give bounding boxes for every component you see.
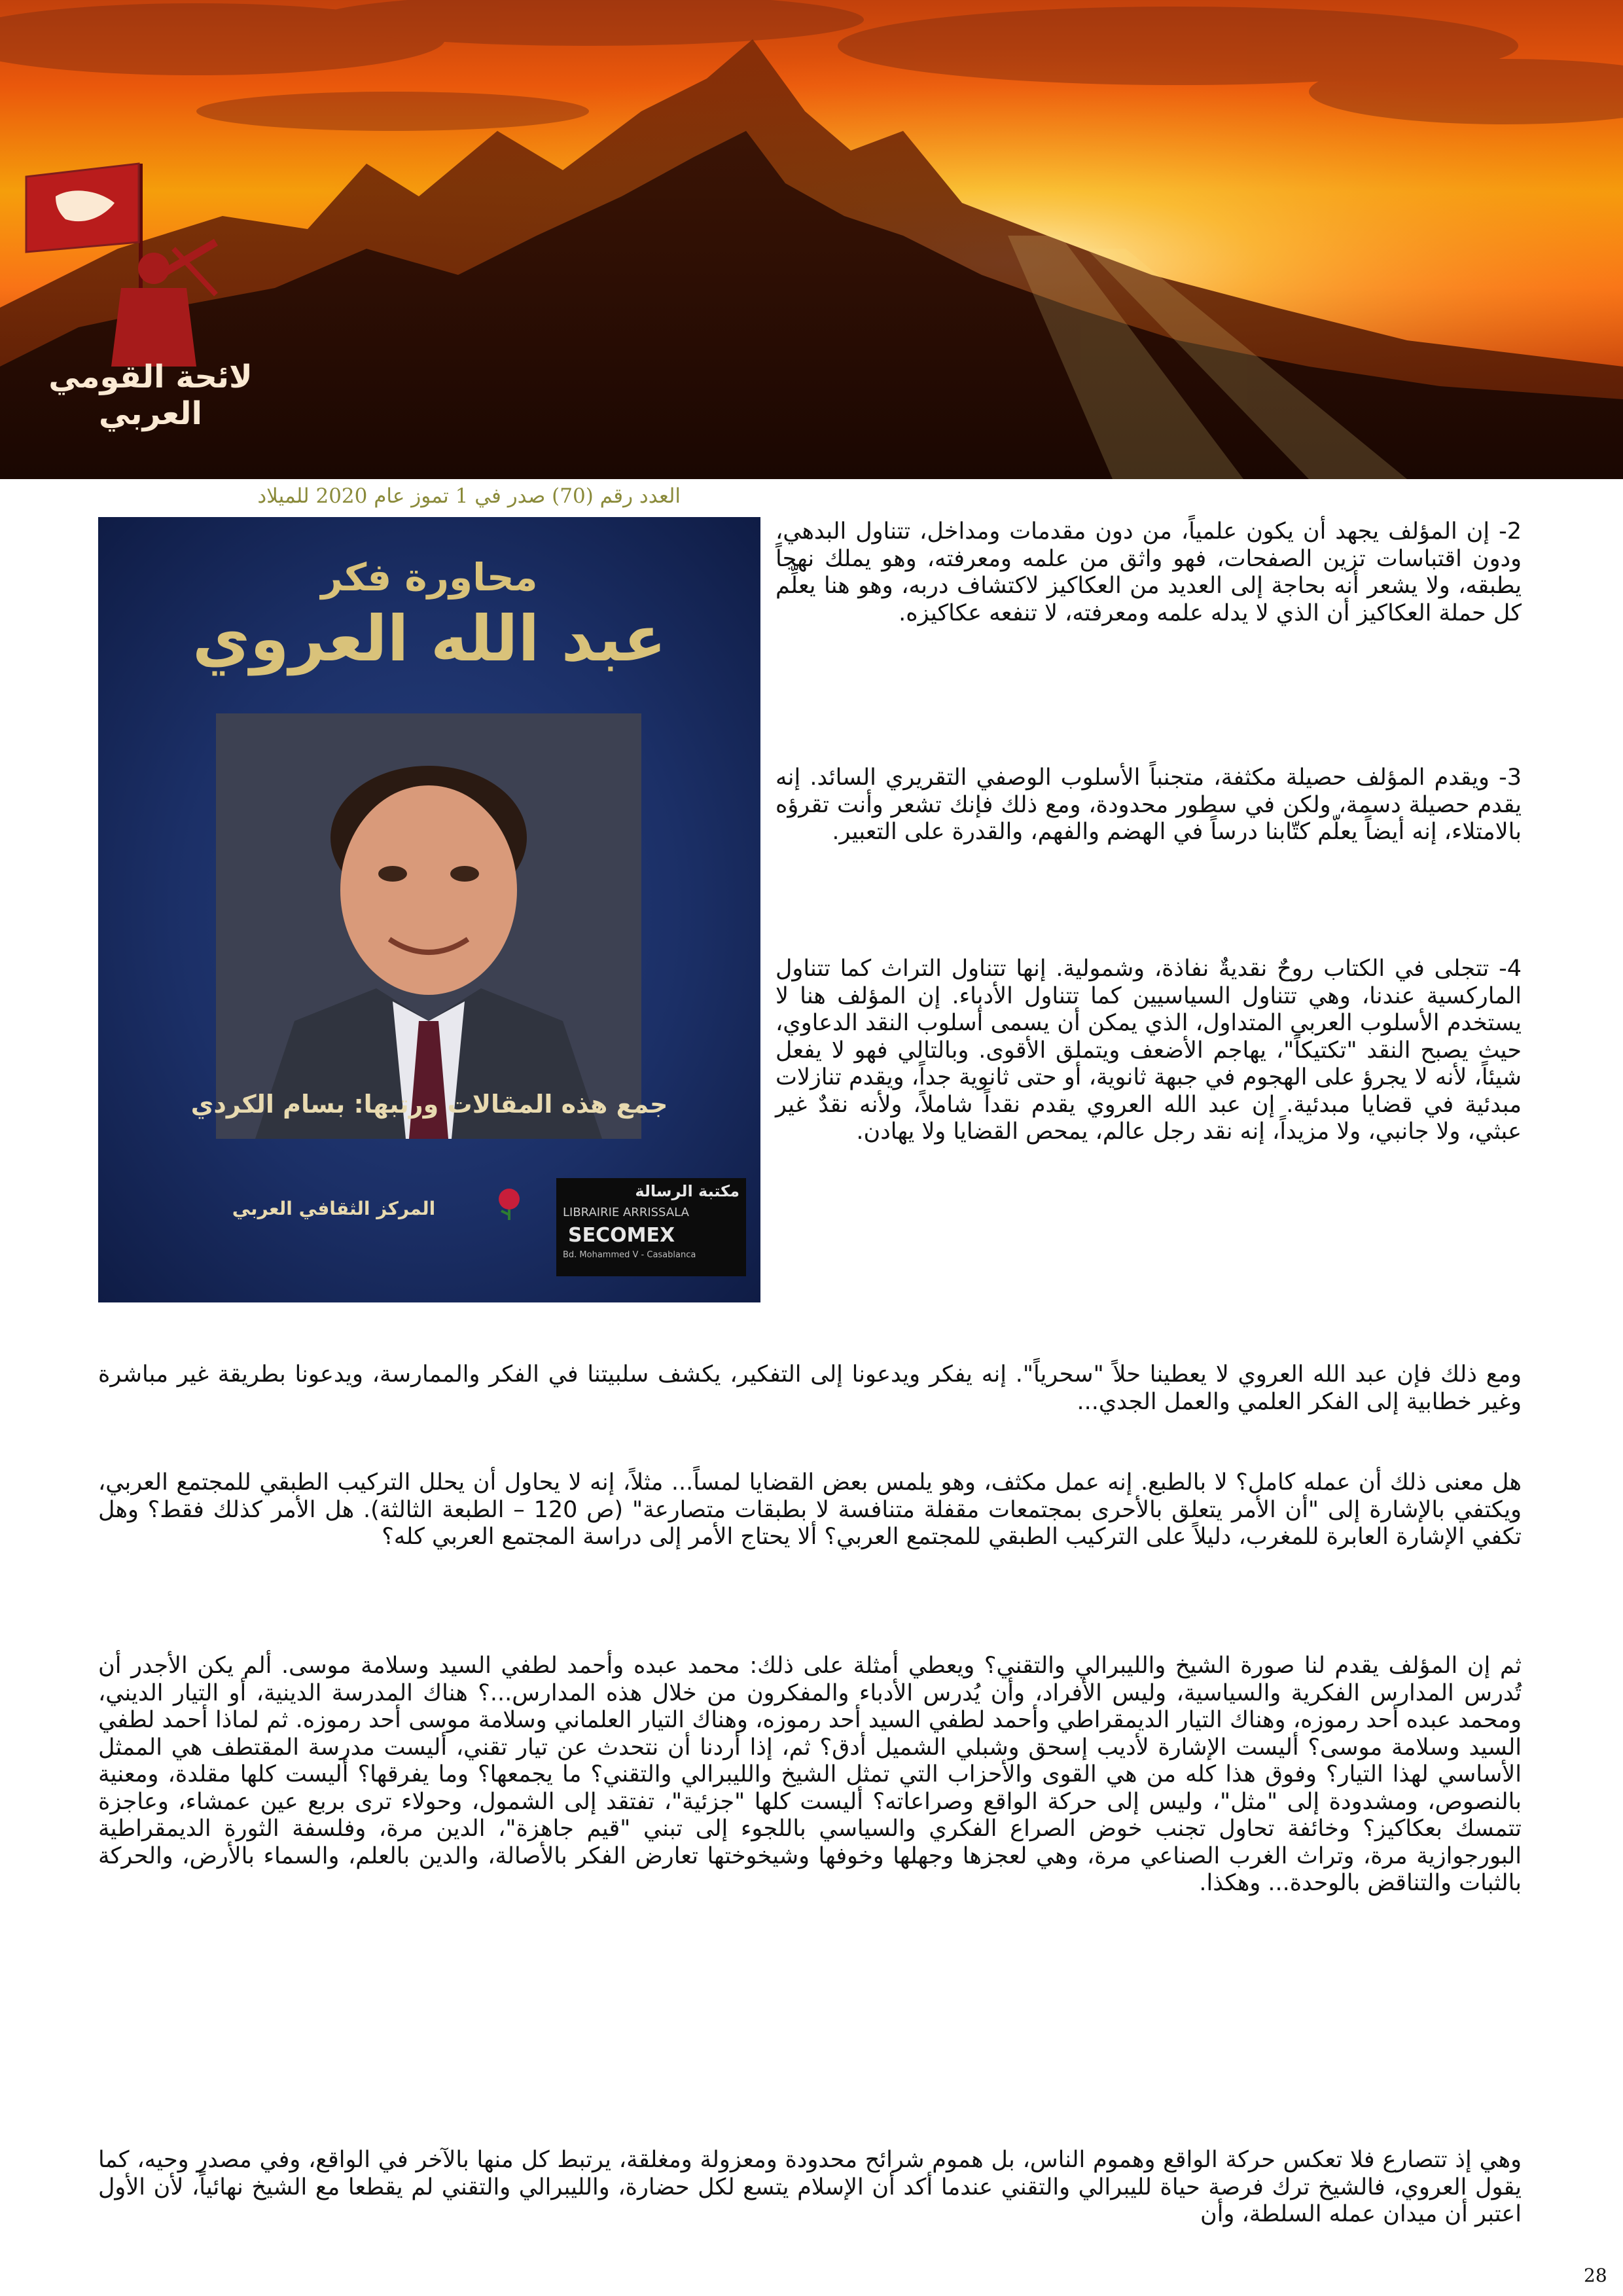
cover-publisher: المركز الثقافي العربي — [232, 1198, 436, 1219]
sticker-line-4: Bd. Mohammed V - Casablanca — [563, 1250, 696, 1260]
paragraph-point-4: 4- تتجلى في الكتاب روحٌ نقديةٌ نفاذة، وشمولية. إنها تتناول التراث كما تتناول الماركسية عندنا، وهي تتناول السياسيين كما تتناول الأدباء. إن المؤلف هنا لا يستخدم الأسلوب العربي المتداول، الذي يمكن أن يسمى أسلوب النقد الدعاوي، حيث يصبح النقد "تكتيكاً"، يهاجم الأضعف ويتملق الأقوى. وبالتالي فهو لا يفعل شيئاً، لأنه لا يجرؤ على الهجوم في جبهة ثانوية، أو حتى ثانوية جداً، ويقدم تنازلات مبدئية في قضايا مبدئية. إن عبد الله العروي يقدم نقداً شاملاً، ولأنه نقدٌ غير عبثي، ولا جانبي، ولا مزيداً، إنه نقد رجل عالم، يمحص القضايا ولا يهادن. — [776, 956, 1522, 1145]
sticker-line-3: SECOMEX — [568, 1224, 675, 1247]
paragraph-point-2: 2- إن المؤلف يجهد أن يكون علمياً، من دون مقدمات ومداخل، تتناول البدهي، ودون اقتباسات تزين الصفحات، فهو واثق من علمه ومعرفته، وهو يملك نهجاً يطبقه، ولا يشعر أنه بحاجة إلى العديد من العكاكيز لاكتشاف دربه، وهو هنا يعلِّم كل حملة العكاكيز أن الذي لا يدله علمه ومعرفته، لا تنفعه عكاكيزه. — [776, 518, 1522, 626]
issue-line: العدد رقم (70) صدر في 1 تموز عام 2020 للميلاد — [257, 484, 681, 508]
paragraph-sheikh-liberal-technician: ثم إن المؤلف يقدم لنا صورة الشيخ والليبرالي والتقني؟ ويعطي أمثلة على ذلك: محمد عبده وأحمد لطفي السيد وسلامة موسى. ألم يكن الأجدر أن تُدرس المدارس الفكرية والسياسية، وليس الأفراد، وأن يُدرس الأدباء والمفكرون من خلال هذه المدارس...؟ هناك المدرسة الدينية، أو التيار الديني، ومحمد عبده أحد رموزه، وهناك التيار الديمقراطي وأحمد لطفي السيد أحد رموزه، وهناك التيار العلماني وسلامة موسى أحد رموزه. ثم لماذا أحمد لطفي السيد وسلامة موسى؟ أليست الإشارة لأديب إسحق وشبلي الشميل أدق؟ ثم، إذا أردنا أن نتحدث عن تيار تقني، أليست مدرسة المقتطف هي الممثل الأساسي لهذا التيار؟ وفوق هذا كله من هي القوى والأحزاب التي تمثل الشيخ والليبرالي والتقني؟ ما يجمعها؟ وما يفرقها؟ أليست كلها مقلدة، ومعنية بالنصوص، ومشدودة إلى "مثل"، وليس إلى حركة الواقع وصراعاته؟ أليست كلها "جزئية"، تفتقد إلى الشمول، وحولاء ترى بربع عين عمشاء، وعاجزة تتمسك بعكاكيز؟ وخائفة تحاول تجنب خوض الصراع الفكري والسياسي باللجوء إلى تبني "قيم جاهزة"، الدين مرة، وفلسفة الثورة الديمقراطية البورجوازية مرة، وتراث الغرب الصناعي مرة، وهي لعجزها وجهلها وخوفها وشيخوختها تعارض الفكر بالأصالة، والدين بالعلم، والسماء بالأرض، والحركة بالثبات والتناقض بالوحدة... وهكذا. — [98, 1653, 1522, 1896]
logo-text: لائحة القومي العربي — [48, 359, 253, 432]
cover-title: عبد الله العروي — [192, 602, 666, 675]
sticker-line-2: LIBRAIRIE ARRISSALA — [563, 1206, 689, 1219]
publisher-rose-icon — [491, 1185, 527, 1221]
author-portrait — [216, 713, 641, 1139]
paragraph-critique-class-structure: هل معنى ذلك أن عمله كامل؟ لا بالطبع. إنه عمل مكثف، وهو يلمس بعض القضايا لمساً... مثلاً، إنه لا يحاول أن يحلل التركيب الطبقي للمجتمع العربي، ويكتفي بالإشارة إلى "أن الأمر يتعلق بالأحرى بمجتمعات مقفلة متنافسة لا بطبقات متصارعة" (ص 120 – الطبعة الثالثة). هل الأمر كذلك فقط؟ وهل تكفي الإشارة العابرة للمغرب، دليلاً على التركيب الطبقي للمجتمع العربي؟ ألا يحتاج الأمر إلى دراسة المجتمع العربي كله؟ — [98, 1469, 1522, 1550]
header-banner — [0, 0, 1623, 479]
sticker-line-1: مكتبة الرسالة — [635, 1182, 740, 1200]
paragraph-point-3: 3- ويقدم المؤلف حصيلة مكثفة، متجنباً الأسلوب الوصفي التقريري السائد. إنه يقدم حصيلة دسمة، ولكن في سطور محدودة، ومع ذلك فإنك تشعر وأنت تقرؤه بالامتلاء، إنه أيضاً يعلّم كتّابنا درساً في الهضم والفهم، والقدرة على التعبير. — [776, 764, 1522, 845]
paragraph-no-magic-solution: ومع ذلك فإن عبد الله العروي لا يعطينا حلاً "سحرياً". إنه يفكر ويدعونا إلى التفكير، يكشف سلبيتنا في الفكر والممارسة، ويدعونا بطريقة غير مباشرة وغير خطابية إلى الفكر العلمي والعمل الجدي... — [98, 1361, 1522, 1415]
book-cover-photo — [98, 517, 760, 1302]
paragraph-conflict-of-segments: وهي إذ تتصارع فلا تعكس حركة الواقع وهموم الناس، بل هموم شرائح محدودة ومعزولة ومغلقة، يرتبط كل منها بالآخر في الواقع، وفي مصدر وحيه، كما يقول العروي، فالشيخ ترك فرصة حياة لليبرالي والتقني عندما أكد أن الإسلام يتسع لكل حضارة، والليبرالي والتقني لم يقطعا مع الشيخ نهائياً، لأن الأول اعتبر أن ميدان عمله السلطة، وأن — [98, 2147, 1522, 2227]
cover-subtitle: محاورة فكر — [321, 555, 538, 600]
cover-compiler: جمع هذه المقالات ورتبها: بسام الكردي — [190, 1090, 668, 1119]
page-number: 28 — [1584, 2265, 1607, 2286]
bookstore-sticker — [556, 1178, 746, 1276]
